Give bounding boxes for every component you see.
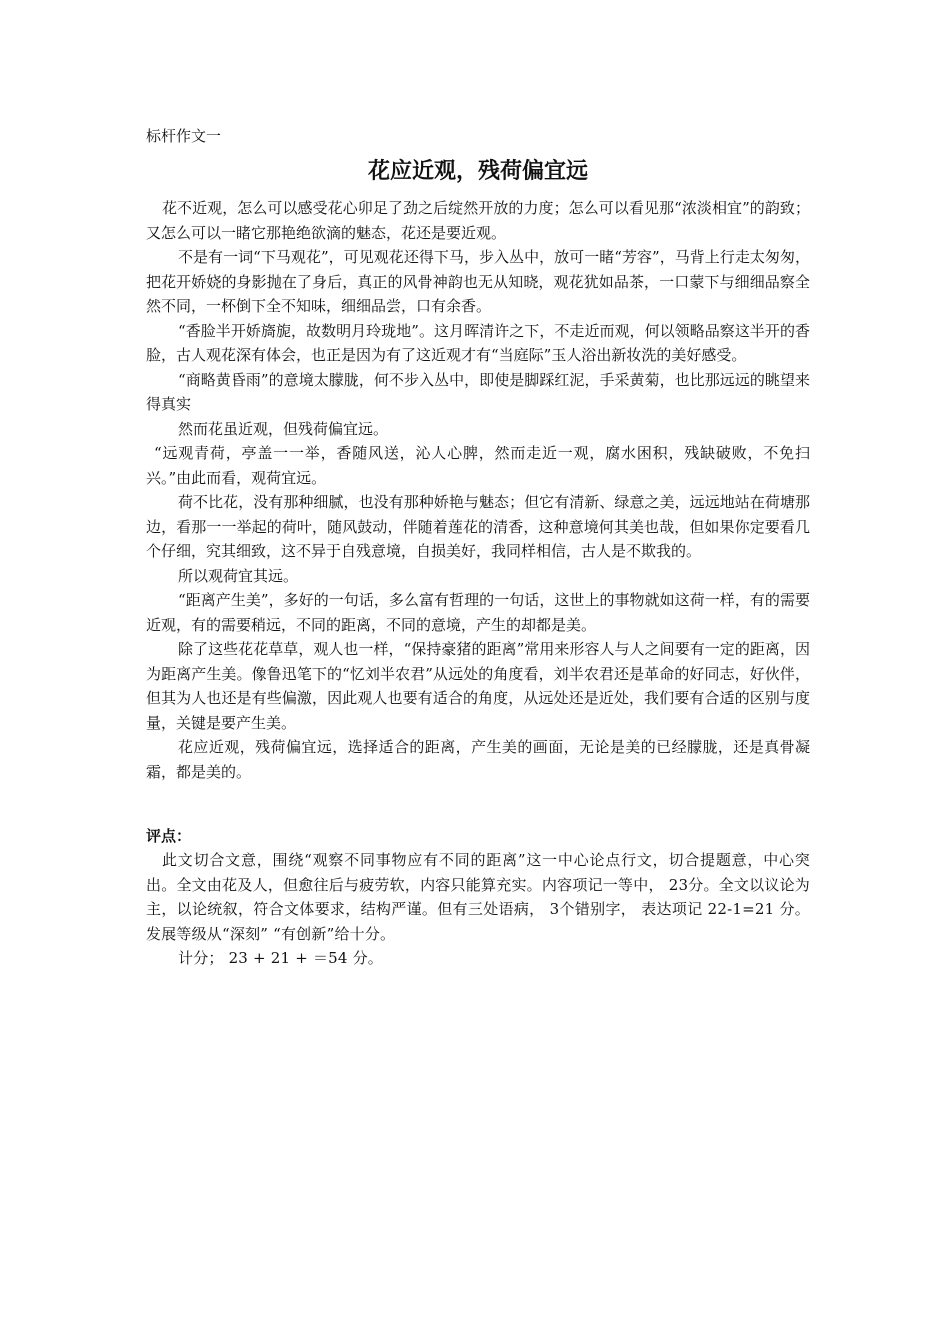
essay-paragraph-10: 除了这些花花草草，观人也一样，“保持豪猪的距离”常用来形容人与人之间要有一定的距离，因为距离产生美。像鲁迅笔下的“忆刘半农君”从远处的角度看，刘半农君还是革命的好同志，好伙伴，但其为人也还是有些偏激，因此观人也要有适合的角度，从远处还是近处，我们要有合适的区别与度量，关键是要产生美。 <box>146 640 810 732</box>
essay-title: 花应近观，残荷偏宜远 <box>367 159 588 184</box>
essay-paragraph-11: 花应近观，残荷偏宜远，选择适合的距离，产生美的画面，无论是美的已经朦胧，还是真骨凝霜，都是美的。 <box>146 738 810 781</box>
essay-label: 标杆作文一 <box>146 127 222 145</box>
document-page <box>146 126 810 971</box>
essay-paragraph-2: 不是有一词“下马观花”，可见观花还得下马，步入丛中，放可一睹“芳容”，马背上行走太匆匆，把花开娇娆的身影抛在了身后，真正的风骨神韵也无从知晓，观花犹如品茶，一口蒙下与细细品察全然不同，一杯倒下全不知味，细细品尝，口有余香。 <box>146 248 810 315</box>
score-line: 计分； 23 + 21 + ＝54 分。 <box>178 949 384 967</box>
comment-paragraph: 此文切合文意，围绕“观察不同事物应有不同的距离”这一中心论点行文，切合提题意，中心突出。全文由花及人，但愈往后与疲劳软，内容只能算充实。内容项记一等中， 23分。全文以议论为主，以论统叙，符合文体要求，结构严谨。但有三处语病， 3个错别字， 表达项记 22-1=21 分。发展等级从“深刻” “有创新”给十分。 <box>146 851 810 943</box>
essay-paragraph-9: “距离产生美”，多好的一句话，多么富有哲理的一句话，这世上的事物就如这荷一样，有的需要近观，有的需要稍远，不同的距离，不同的意境，产生的却都是美。 <box>146 591 810 634</box>
essay-paragraph-7: 荷不比花，没有那种细腻，也没有那种娇艳与魅态；但它有清新、绿意之美，远远地站在荷塘那边，看那一一举起的荷叶，随风鼓动，伴随着莲花的清香，这种意境何其美也哉，但如果你定要看几个仔细，究其细致，这不异于自残意境，自损美好，我同样相信，古人是不欺我的。 <box>146 493 810 560</box>
essay-paragraph-4: “商略黄昏雨”的意境太朦胧，何不步入丛中，即使是脚踩红泥，手采黄菊，也比那远远的眺望来得真实 <box>146 370 810 413</box>
comment-heading: 评点： <box>146 827 192 845</box>
essay-paragraph-3: “香脸半开娇旖旎，故数明月玲珑地”。这月晖清许之下，不走近而观，何以领略品察这半开的香脸，古人观花深有体会，也正是因为有了这近观才有“当庭际”玉人浴出新妆洗的美好感受。 <box>146 321 810 364</box>
essay-paragraph-6: “远观青荷，亭盖一一举，香随风送，沁人心脾，然而走近一观，腐水困积，残缺破败，不免扫兴。”由此而看，观荷宜远。 <box>146 444 810 487</box>
essay-paragraph-8: 所以观荷宜其远。 <box>178 566 299 585</box>
essay-paragraph-1: 花不近观，怎么可以感受花心卯足了劲之后绽然开放的力度；怎么可以看见那“浓淡相宜”的韵致；又怎么可以一睹它那艳绝欲滴的魅态，花还是要近观。 <box>146 199 810 242</box>
essay-paragraph-5: 然而花虽近观，但残荷偏宜远。 <box>178 419 389 438</box>
